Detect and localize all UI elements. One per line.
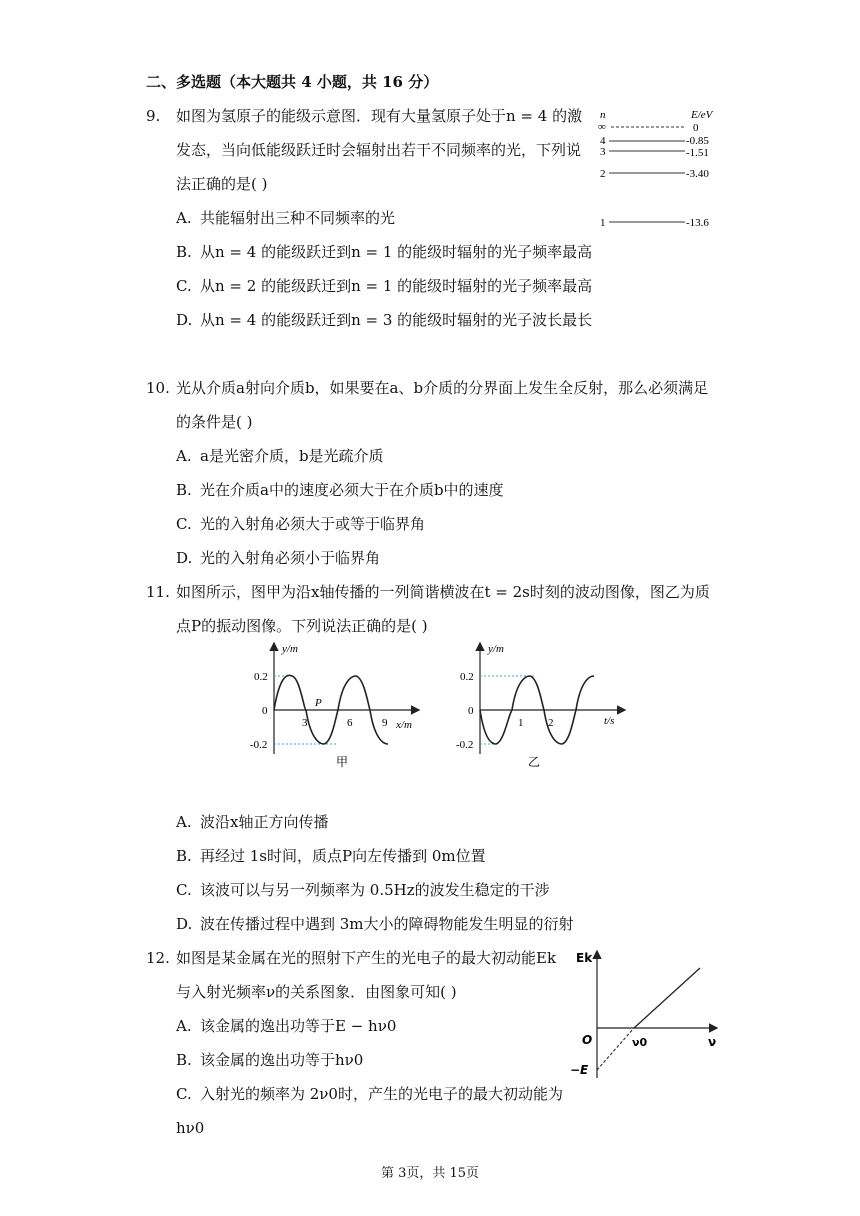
question-10-option-b[interactable]: [176, 480, 504, 500]
option-text: 光的入射角必须大于或等于临界角: [200, 515, 426, 533]
option-text: 共能辐射出三种不同频率的光: [200, 209, 396, 227]
y-axis-label: Ek: [576, 951, 593, 965]
question-12-option-a[interactable]: [176, 1016, 396, 1036]
question-11-option-c[interactable]: [176, 880, 550, 900]
question-10-line-2: 的条件是( ): [176, 413, 253, 431]
level-2-e: -3.40: [686, 168, 709, 180]
option-letter: C.: [176, 277, 192, 295]
option-letter: A.: [176, 447, 192, 465]
option-text: 该金属的逸出功等于hν0: [200, 1051, 364, 1069]
question-12-option-c-continuation: hν0: [176, 1119, 205, 1137]
question-9-line-2: 发态，当向低能级跃迁时会辐射出若干不同频率的光，下列说: [176, 141, 582, 159]
origin-label: O: [582, 1033, 593, 1047]
option-letter: C.: [176, 881, 192, 899]
x-axis-label: t/s: [604, 715, 615, 727]
level-4-e: -0.85: [686, 135, 709, 147]
option-text: 从n = 4 的能级跃迁到n = 3 的能级时辐射的光子波长最长: [200, 311, 593, 329]
origin-label: 0: [262, 705, 268, 717]
option-letter: C.: [176, 1085, 192, 1103]
vibration-graph-yi: [452, 636, 632, 776]
dashed-extension: [597, 1028, 634, 1070]
question-11-option-a[interactable]: [176, 812, 328, 832]
origin-label: 0: [468, 705, 474, 717]
option-letter: D.: [176, 915, 193, 933]
tick-9: 9: [382, 717, 388, 729]
tick-1: 1: [518, 717, 524, 729]
option-text: 入射光的频率为 2ν0时，产生的光电子的最大初动能为: [200, 1085, 563, 1103]
question-11-number: 11.: [146, 583, 170, 601]
option-letter: B.: [176, 481, 192, 499]
level-1-e: -13.6: [686, 217, 709, 229]
option-text: 该波可以与另一列频率为 0.5Hz的波发生稳定的干涉: [200, 881, 550, 899]
x-axis-label: ν: [708, 1035, 717, 1049]
caption-jia: 甲: [336, 755, 349, 769]
x-intercept-label: ν0: [632, 1036, 648, 1049]
option-letter: B.: [176, 1051, 192, 1069]
option-letter: A.: [176, 1017, 192, 1035]
level-3-n: 3: [600, 146, 606, 158]
option-letter: B.: [176, 847, 192, 865]
tick-2: 2: [548, 717, 554, 729]
level-1-n: 1: [600, 217, 606, 229]
tick-3: 3: [302, 717, 308, 729]
point-p-label: P: [315, 697, 322, 709]
question-10-option-d[interactable]: [176, 548, 380, 568]
col-e-label: E/eV: [691, 109, 713, 121]
question-11-option-b[interactable]: [176, 846, 486, 866]
option-letter: A.: [176, 209, 192, 227]
option-text: 从n = 4 的能级跃迁到n = 1 的能级时辐射的光子频率最高: [200, 243, 593, 261]
option-text: 光在介质a中的速度必须大于在介质b中的速度: [200, 481, 504, 499]
question-9-option-b[interactable]: [176, 242, 592, 262]
energy-level-diagram: [595, 104, 725, 232]
question-12-option-b[interactable]: [176, 1050, 363, 1070]
question-12-option-c[interactable]: [176, 1084, 563, 1104]
question-11-line-2: 点P的振动图像。下列说法正确的是( ): [176, 617, 428, 635]
question-9-option-d[interactable]: [176, 310, 592, 330]
question-12-line-2: 与入射光频率ν的关系图象．由图象可知( ): [176, 983, 457, 1001]
option-text: 波在传播过程中遇到 3m大小的障碍物能发生明显的衍射: [200, 915, 574, 933]
ek-line: [634, 968, 700, 1028]
option-letter: B.: [176, 243, 192, 261]
option-letter: C.: [176, 515, 192, 533]
wave-graph-jia: [248, 636, 428, 776]
question-9-option-a[interactable]: [176, 208, 395, 228]
question-10-number: 10.: [146, 379, 170, 397]
question-9-option-c[interactable]: [176, 276, 592, 296]
level-inf-n: ∞: [598, 121, 606, 133]
tick-6: 6: [347, 717, 353, 729]
caption-yi: 乙: [528, 755, 541, 769]
option-letter: D.: [176, 311, 193, 329]
option-text: 从n = 2 的能级跃迁到n = 1 的能级时辐射的光子频率最高: [200, 277, 593, 295]
question-12-line-1: 如图是某金属在光的照射下产生的光电子的最大初动能Ek: [176, 949, 557, 967]
question-9-line-3: 法正确的是( ): [176, 175, 268, 193]
y-bottom-label: -0.2: [250, 739, 268, 751]
page-footer: 第 3页，共 15页: [380, 1166, 480, 1181]
option-text: 再经过 1s时间，质点P向左传播到 0m位置: [200, 847, 486, 865]
level-2-n: 2: [600, 168, 606, 180]
option-letter: A.: [176, 813, 192, 831]
option-letter: D.: [176, 549, 193, 567]
level-4-n: 4: [600, 135, 606, 147]
question-10-line-1: 光从介质a射向介质b，如果要在a、b介质的分界面上发生全反射，那么必须满足: [176, 379, 709, 397]
question-11-option-d[interactable]: [176, 914, 574, 934]
question-12-number: 12.: [146, 949, 170, 967]
option-text: 光的入射角必须小于临界角: [200, 549, 381, 567]
y-top-label: 0.2: [254, 671, 268, 683]
x-axis-label: x/m: [396, 719, 412, 731]
option-text: a是光密介质，b是光疏介质: [200, 447, 384, 465]
question-9-line-1: 如图为氢原子的能级示意图．现有大量氢原子处于n = 4 的激: [176, 107, 583, 125]
col-n-label: n: [600, 109, 606, 121]
question-10-option-c[interactable]: [176, 514, 425, 534]
question-10-option-a[interactable]: [176, 446, 384, 466]
y-top-label: 0.2: [460, 671, 474, 683]
y-axis-label: y/m: [488, 643, 504, 655]
level-inf-e: 0: [693, 122, 699, 134]
option-text: 该金属的逸出功等于E − hν0: [200, 1017, 397, 1035]
section-title: 二、多选题（本大题共 4 小题，共 16 分）: [146, 73, 439, 91]
y-intercept-label: −E: [570, 1063, 589, 1077]
question-11-line-1: 如图所示，图甲为沿x轴传播的一列简谐横波在t = 2s时刻的波动图像，图乙为质: [176, 583, 710, 601]
y-axis-label: y/m: [282, 643, 298, 655]
y-bottom-label: -0.2: [456, 739, 474, 751]
photoelectric-graph: [568, 944, 728, 1084]
question-9-number: 9.: [146, 107, 161, 125]
option-text: 波沿x轴正方向传播: [200, 813, 329, 831]
level-3-e: -1.51: [686, 147, 709, 159]
